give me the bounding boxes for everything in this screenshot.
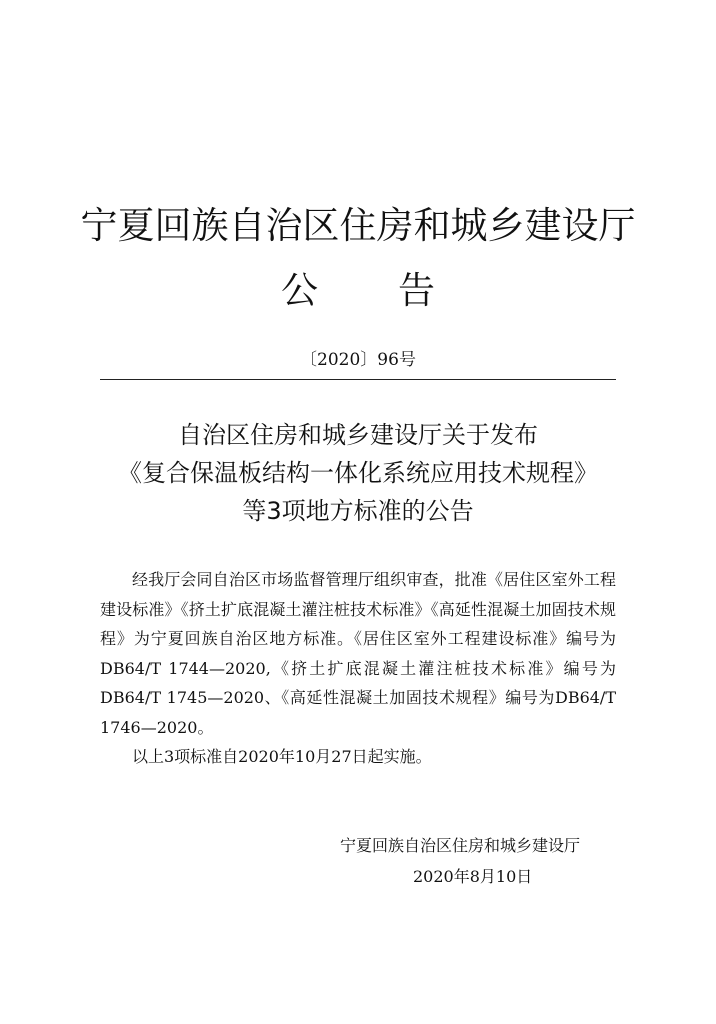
- title-line-2: 《复合保温板结构一体化系统应用技术规程》: [118, 459, 598, 487]
- notice-char-1: 公: [281, 269, 318, 312]
- signature-date: 2020年8月10日: [413, 867, 533, 886]
- document-title: [0, 416, 716, 530]
- signature-block: [340, 830, 600, 892]
- title-line-1: 自治区住房和城乡建设厅关于发布: [178, 421, 538, 449]
- body-paragraph-1: 经我厅会同自治区市场监督管理厅组织审查，批准《居住区室外工程建设标准》《挤土扩底混凝土灌注桩技术标准》《高延性混凝土加固技术规程》为宁夏回族自治区地方标准。《居住区室外工程建设标准》编号为DB64/T 1744—2020,《挤土扩底混凝土灌注桩技术标准》编号为DB64/T 1745—2020、《高延性混凝土加固技术规程》编号为DB64/T 1746—2020。: [100, 570, 616, 737]
- document-body: [100, 565, 616, 772]
- agency-header: 宁夏回族自治区住房和城乡建设厅: [80, 204, 636, 247]
- document-number: 〔2020〕96号: [300, 350, 416, 370]
- title-line-3: 等3项地方标准的公告: [242, 497, 474, 525]
- notice-heading: [0, 266, 716, 316]
- signature-agency: 宁夏回族自治区住房和城乡建设厅: [340, 836, 581, 855]
- body-paragraph-2: 以上3项标准自2020年10月27日起实施。: [132, 747, 432, 766]
- notice-char-2: 告: [398, 269, 435, 312]
- header-divider: [100, 379, 616, 380]
